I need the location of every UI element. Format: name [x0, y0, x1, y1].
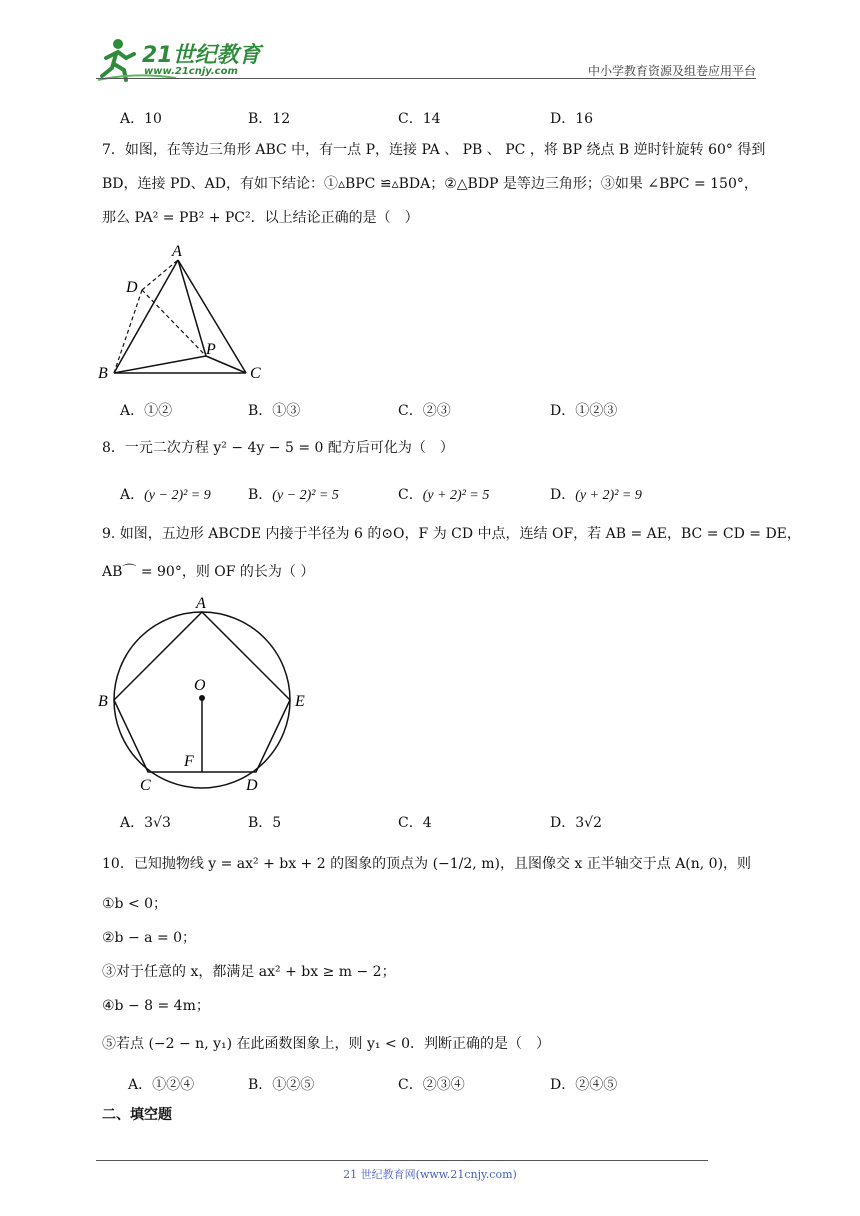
q9-option-b: B．5: [248, 815, 282, 831]
segment-pb: [114, 356, 206, 373]
q9-pentagon-figure: [92, 592, 322, 802]
label-o: O: [194, 677, 206, 694]
q10-option-c: C．②③④: [398, 1077, 465, 1093]
q7-option-a: A．①②: [120, 403, 173, 419]
q10-item-3: ③对于任意的 x，都满足 ax² + bx ≥ m − 2；: [102, 964, 396, 980]
q10-item-5: ⑤若点 (−2 − n, y₁) 在此函数图象上，则 y₁ < 0．判断正确的是（ ）: [102, 1036, 551, 1052]
q6-option-a: A．10: [120, 111, 162, 127]
center-o-dot: [199, 695, 205, 701]
label-b: B: [98, 365, 108, 382]
label-e: E: [295, 693, 305, 710]
q10-option-d: D．②④⑤: [550, 1077, 618, 1093]
footer-link[interactable]: 21 世纪教育网(www.21cnjy.com): [343, 1168, 517, 1181]
section-title-fill-in: 二、填空题: [102, 1107, 172, 1123]
q7-triangle-figure: [90, 238, 280, 388]
q10-option-b: B．①②⑤: [248, 1077, 315, 1093]
q10-option-a: A．①②④: [128, 1077, 195, 1093]
q8-line-1: 8．一元二次方程 y² − 4y − 5 = 0 配方后可化为（ ）: [102, 440, 454, 456]
label-c: C: [140, 777, 151, 794]
q6-option-d: D．16: [550, 111, 594, 127]
q7-line-3: 那么 PA² = PB² + PC²．以上结论正确的是（ ）: [102, 210, 419, 226]
q10-item-4: ④b − 8 = 4m；: [102, 998, 210, 1014]
label-d: D: [246, 777, 258, 794]
q6-option-c: C．14: [398, 111, 441, 127]
label-b: B: [98, 693, 108, 710]
q7-option-c: C．②③: [398, 403, 451, 419]
q7-line-1: 7．如图，在等边三角形 ABC 中，有一点 P，连接 PA 、 PB 、 PC ，将 BP 绕点 B 逆时针旋转 60° 得到: [102, 142, 766, 158]
segment-ad: [142, 260, 178, 290]
q10-line-1: 10．已知抛物线 y = ax² + bx + 2 的图象的顶点为 (−1/2, m)，且图像交 x 正半轴交于点 A(n, 0)，则: [102, 856, 752, 872]
q9-line-1: 9. 如图，五边形 ABCDE 内接于半径为 6 的⊙O，F 为 CD 中点，连结 OF，若 AB = AE，BC = CD = DE，: [102, 526, 801, 542]
q8-option-b: B．(y − 2)² = 5: [248, 487, 339, 503]
label-a: A: [196, 595, 206, 612]
q9-line-2: AB⌒ = 90°，则 OF 的长为（ ）: [102, 564, 315, 580]
q7-option-b: B．①③: [248, 403, 301, 419]
footer-divider: [96, 1160, 708, 1161]
site-logo: [96, 36, 266, 84]
label-f: F: [184, 753, 194, 770]
label-a: A: [172, 243, 182, 260]
header-platform-text: 中小学教育资源及组卷应用平台: [587, 64, 756, 78]
segment-pc: [206, 356, 246, 373]
q9-option-a: A．3√3: [120, 815, 171, 831]
q8-option-c: C．(y + 2)² = 5: [398, 487, 490, 503]
q8-option-d: D．(y + 2)² = 9: [550, 487, 642, 503]
label-c: C: [250, 365, 261, 382]
q7-line-2: BD，连接 PD、AD，有如下结论：①▵BPC ≌▵BDA；②△BDP 是等边三角形；③如果 ∠BPC = 150°，: [102, 176, 758, 192]
q10-item-2: ②b − a = 0；: [102, 930, 197, 946]
logo-text: 21世纪教育: [142, 43, 261, 68]
q6-option-b: B．12: [248, 111, 291, 127]
q7-option-d: D．①②③: [550, 403, 618, 419]
logo-url: www.21cnjy.com: [144, 66, 238, 77]
header-divider: [96, 78, 756, 79]
q10-item-1: ①b < 0；: [102, 896, 168, 912]
q9-option-d: D．3√2: [550, 815, 602, 831]
q8-option-a: A．(y − 2)² = 9: [120, 487, 211, 503]
label-d: D: [126, 279, 138, 296]
q9-option-c: C．4: [398, 815, 432, 831]
label-p: P: [206, 341, 216, 358]
